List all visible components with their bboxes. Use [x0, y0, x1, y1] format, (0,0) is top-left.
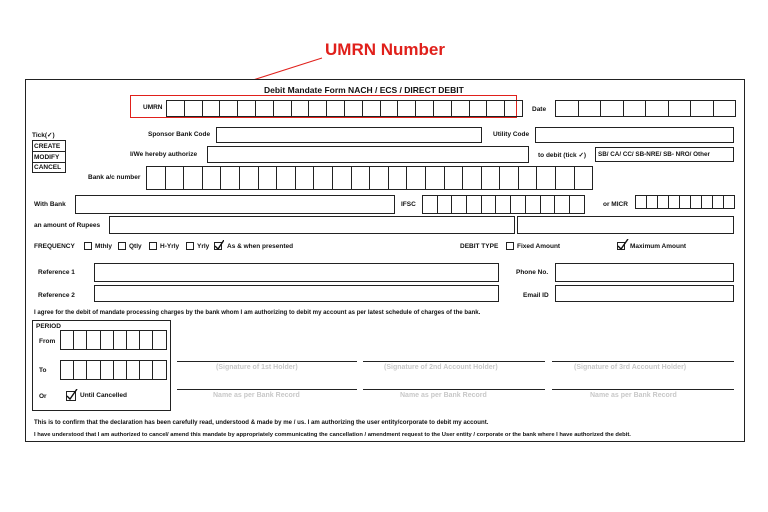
- micr-input[interactable]: [635, 195, 735, 209]
- date-label: Date: [532, 106, 547, 113]
- bank-ac-label: Bank a/c number: [88, 174, 141, 181]
- frequency-mthly-checkbox[interactable]: [84, 242, 92, 250]
- ifsc-label: IFSC: [401, 201, 416, 208]
- maximum-amount-checkbox[interactable]: [617, 242, 625, 250]
- check-icon: [214, 240, 224, 250]
- debit-type-label: DEBIT TYPE: [460, 243, 499, 250]
- utility-code-input[interactable]: [535, 127, 734, 143]
- period-from-input[interactable]: [60, 330, 167, 350]
- period-from-label: From: [39, 338, 56, 345]
- create-option[interactable]: CREATE: [34, 143, 61, 150]
- name-caption-3: Name as per Bank Record: [590, 392, 677, 399]
- authorize-input[interactable]: [207, 146, 529, 163]
- name-caption-2: Name as per Bank Record: [400, 392, 487, 399]
- period-to-label: To: [39, 367, 47, 374]
- name-line-2[interactable]: [363, 389, 545, 390]
- period-or-label: Or: [39, 393, 47, 400]
- bank-ac-input[interactable]: [146, 166, 593, 190]
- with-bank-input[interactable]: [75, 195, 395, 214]
- check-icon: [617, 239, 629, 251]
- phone-input[interactable]: [555, 263, 734, 282]
- maximum-amount-label: Maximum Amount: [630, 243, 687, 250]
- account-type-text: SB/ CA/ CC/ SB-NRE/ SB- NRO/ Other: [598, 151, 710, 158]
- date-input[interactable]: [555, 100, 736, 117]
- umrn-input[interactable]: [166, 100, 523, 117]
- confirm-text: This is to confirm that the declaration has been carefully read, understood & made by me / us. I am authorizing the user entity/corporate to debit my account.: [34, 419, 489, 426]
- frequency-mthly-label: Mthly: [95, 243, 112, 250]
- signature-caption-1: (Signature of 1st Holder): [216, 364, 298, 371]
- modify-option[interactable]: MODIFY: [34, 154, 60, 161]
- cancel-option[interactable]: CANCEL: [34, 164, 62, 171]
- period-to-input[interactable]: [60, 360, 167, 380]
- until-cancelled-label: Until Cancelled: [80, 392, 127, 399]
- with-bank-label: With Bank: [34, 201, 66, 208]
- utility-code-label: Utility Code: [493, 131, 530, 138]
- signature-line-3[interactable]: [552, 361, 734, 362]
- name-line-1[interactable]: [177, 389, 357, 390]
- check-icon: [66, 389, 78, 401]
- email-label: Email ID: [523, 292, 549, 299]
- frequency-hyrly-label: H-Yrly: [160, 243, 180, 250]
- signature-caption-2: (Signature of 2nd Account Holder): [384, 364, 498, 371]
- frequency-yrly-checkbox[interactable]: [186, 242, 194, 250]
- signature-line-1[interactable]: [177, 361, 357, 362]
- frequency-as-when-checkbox[interactable]: [214, 242, 222, 250]
- frequency-qtly-checkbox[interactable]: [118, 242, 126, 250]
- frequency-as-when-label: As & when presented: [227, 243, 294, 250]
- phone-label: Phone No.: [516, 269, 549, 276]
- name-line-3[interactable]: [552, 389, 734, 390]
- frequency-label: FREQUENCY: [34, 243, 75, 250]
- frequency-qtly-label: Qtly: [129, 243, 142, 250]
- debit-account-label: to debit (tick ✓): [538, 152, 587, 159]
- authorize-label: I/We hereby authorize: [130, 151, 198, 158]
- umrn-label: UMRN: [143, 104, 163, 111]
- fixed-amount-checkbox[interactable]: [506, 242, 514, 250]
- cancel-amend-text: I have understood that I am authorized to cancel/ amend this mandate by appropriately communicating the cancellation / amendment request to the User entity / corporate or the bank where I have authorized the debit.: [34, 432, 631, 438]
- form-title: Debit Mandate Form NACH / ECS / DIRECT DEBIT: [264, 85, 464, 95]
- agree-text: I agree for the debit of mandate processing charges by the bank whom I am authorizing to debit my account as per latest schedule of charges of the bank.: [34, 309, 481, 316]
- period-title: PERIOD: [36, 323, 61, 330]
- frequency-hyrly-checkbox[interactable]: [149, 242, 157, 250]
- reference2-label: Reference 2: [38, 292, 75, 299]
- amount-words-input[interactable]: [109, 216, 515, 234]
- fixed-amount-label: Fixed Amount: [517, 243, 561, 250]
- reference1-input[interactable]: [94, 263, 499, 282]
- until-cancelled-checkbox[interactable]: [66, 391, 76, 401]
- reference2-input[interactable]: [94, 285, 499, 302]
- reference1-label: Reference 1: [38, 269, 75, 276]
- ifsc-input[interactable]: [422, 195, 585, 214]
- name-caption-1: Name as per Bank Record: [213, 392, 300, 399]
- sponsor-bank-code-label: Sponsor Bank Code: [148, 131, 211, 138]
- amount-figures-input[interactable]: [517, 216, 734, 234]
- micr-label: or MICR: [603, 201, 628, 208]
- tick-label: Tick(✓): [32, 132, 55, 139]
- frequency-yrly-label: Yrly: [197, 243, 210, 250]
- email-input[interactable]: [555, 285, 734, 302]
- sponsor-bank-code-input[interactable]: [216, 127, 482, 143]
- amount-label: an amount of Rupees: [34, 222, 101, 229]
- signature-caption-3: (Signature of 3rd Account Holder): [574, 364, 687, 371]
- umrn-annotation-title: UMRN Number: [325, 40, 445, 59]
- signature-line-2[interactable]: [363, 361, 545, 362]
